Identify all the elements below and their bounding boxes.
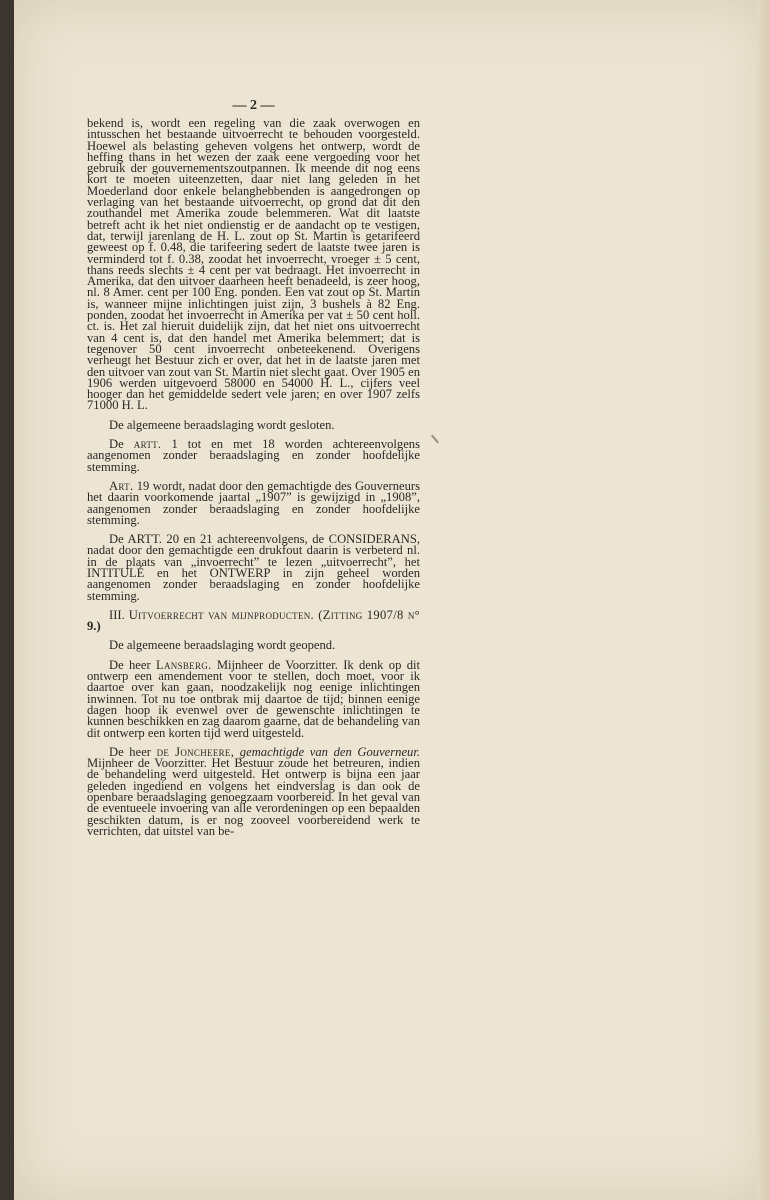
document-page [14, 0, 769, 1200]
para3-post: 1 tot en met 18 worden achtereenvolgens aangenomen zonder beraadslaging en zonder hoofdelijke stemming. [87, 437, 420, 474]
section-heading [87, 607, 420, 634]
paragraph-7 [87, 657, 420, 740]
heading-number: III. [109, 607, 129, 622]
heading-title: Uitvoerrecht van mijnproducten. [128, 607, 315, 622]
heading-item-number: 9.) [87, 619, 101, 634]
paragraph-1: bekend is, wordt een regeling van die zaak overwogen en intusschen het bestaande uitvoerrecht te behouden voorgesteld. Hoewel als belasting geheven volgens het ontwerp, wordt de heffing thans in het wezen der zaak eene vergoeding voor het gebruik der gouvernementszoutpannen. Ik meende dit nog eens kort te moeten uiteenzetten, daar niet lang geleden in het Moederland door enkele belanghebbenden is aangedrongen op verlaging van het bestaande uitvoerrecht, op grond dat dit den zouthandel met Amerika zoude belemmeren. Wat dit laatste betreft acht ik het niet ondienstig er de aandacht op te vestigen, dat, terwijl jarenlang de H. L. zout op St. Martin is getarifeerd geweest op f. 0.48, die tarifeering sedert de laatste twee jaren is verminderd tot f. 0.38, zoodat het invoerrecht, vroeger ± 5 cent, thans reeds slechts ± 4 cent per vat bedraagt. Het invoerrecht in Amerika, dat den uitvoer daarheen heeft benadeeld, is zeer hoog, nl. 8 Amer. cent per 100 Eng. ponden. Een vat zout op St. Martin is, wanneer mijne inlichtingen juist zijn, 3 bushels à 82 Eng. ponden, zoodat het invoerrecht in Amerika per vat ± 50 cent holl. ct. is. Het zal hieruit duidelijk zijn, dat het niet ons uitvoerrecht van 4 cent is, dat den handel met Amerika belemmert; dat is tegenover 50 cent invoerrecht onbeteekenend. Overigens verheugt het Bestuur zich er over, dat het in de laatste jaren met den uitvoer van zout van St. Martin niet slecht gaat. Over 1905 en 1906 werden uitgevoerd 58000 en 54000 H. L., cijfers veel hooger dan het gemiddelde sedert vele jaren; en over 1907 zelfs 71000 H. L. [87, 116, 420, 413]
para4-post: 19 wordt, nadat door den gemachtigde des Gouverneurs het daarin voorkomende jaartal „1907” is gewijzigd in „1908”, aangenomen zonder beraadslaging en zonder hoofdelijke stemming. [87, 478, 420, 527]
paragraph-3 [87, 439, 420, 473]
para7-post: Mijnheer de Voorzitter. Ik denk op dit ontwerp een amendement voor te stellen, doch moet, voor ik daartoe over kan gaan, noodzakelijk nog eenige inlichtingen inwinnen. Tot nu toe ontbrak mij daartoe de tijd; binnen eenige dagen hoop ik evenwel over de gewenschte inlichtingen te kunnen beschikken en zag daarom gaarne, dat de behandeling van dit ontwerp een korten tijd werd uitgesteld. [87, 657, 420, 740]
para8-pre: De heer [109, 744, 157, 759]
speaker-role: gemachtigde van den Gouverneur. [234, 744, 421, 759]
para8-post: Mijnheer de Voorzitter. Het Bestuur zoude het betreuren, indien de behandeling werd uitgesteld. Het ontwerp is bijna een jaar geleden ingediend en volgens het eindverslag is dan ook de openbare beraadslaging genoegzaam voorbereid. In het geval van de eventueele invoering van alle verordeningen op een bepaalden geschikten datum, is er nog zooveel voorbereidend werk te verrichten, dat uitstel van be- [87, 756, 420, 838]
paragraph-8 [87, 744, 421, 838]
paragraph-6: De algemeene beraadslaging wordt geopend. [109, 638, 336, 653]
speaker-de-joncheere: de Joncheere, [156, 744, 235, 759]
pencil-mark [431, 435, 439, 444]
paragraph-4 [87, 478, 420, 527]
heading-session: (Zitting 1907/8 n° [314, 607, 420, 622]
para3-sc: artt. [133, 437, 162, 452]
speaker-lansberg: Lansberg. [155, 657, 212, 672]
text-column [87, 118, 420, 845]
page-edge [757, 0, 769, 1200]
paragraph-5: De ARTT. 20 en 21 achtereenvolgens, de CONSIDERANS, nadat door den gemachtigde een drukfout daarin is verbeterd nl. in de plaats van „invoerrecht” te lezen „uitvoerrecht”, het INTITULÉ en het ONTWERP in zijn geheel worden aangenomen zonder beraadslaging en zonder hoofdelijke stemming. [87, 532, 420, 603]
para3-pre: De [109, 437, 134, 452]
page-number: — 2 — [232, 98, 275, 113]
paragraph-2: De algemeene beraadslaging wordt gesloten. [109, 417, 335, 432]
para4-sc: Art. [109, 478, 134, 493]
para7-pre: De heer [109, 657, 156, 672]
